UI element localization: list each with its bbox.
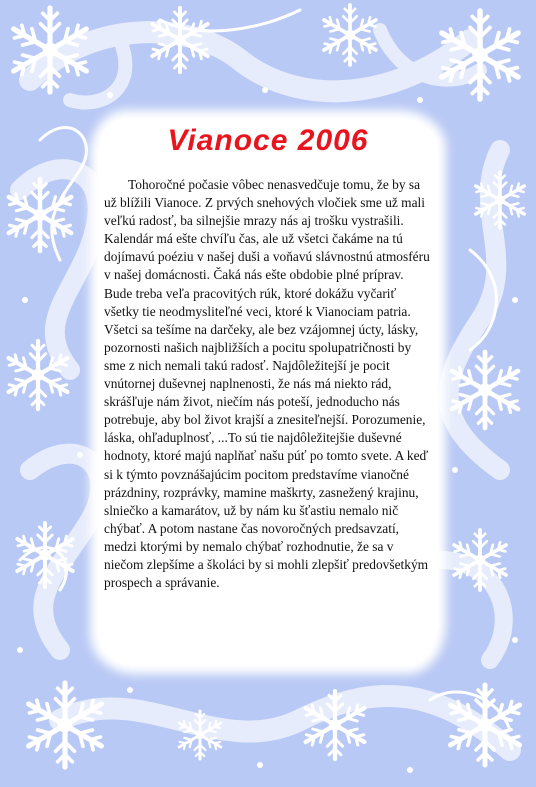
body-text: Tohoročné počasie vôbec nenasvedčuje tomu, že by sa už blížili Vianoce. Z prvých snehových vločiek sme už mali veľkú radosť, ba silnejšie mrazy nás aj trošku vystrašili. Kalendár má ešte chvíľu čas, ale už všetci čakáme na tú dojímavú poéziu v našej duši a voňavú slávnostnú atmosféru v našej domácnosti. Čaká nás ešte obdobie plné príprav. Bude treba veľa pracovitých rúk, ktoré dokážu vyčariť všetky tie neodmysliteľné veci, ktoré k Vianociam patria. Všetci sa tešíme na darčeky, ale bez vzájomnej úcty, lásky, pozornosti našich najbližších a pocitu spolupatričnosti by sme z nich nemali takú radosť. Najdôležitejší je pocit vnútornej duševnej naplnenosti, že nás má niekto rád, skrášľuje nám život, niečím nás poteší, jednoducho nás potrebuje, aby bol život krajší a znesiteľnejší. Porozumenie, láska, ohľaduplnosť, ...To sú tie najdôležitejšie duševné hodnoty, ktoré majú naplňať našu púť po tomto svete. A keď si k týmto povznášajúcim pocitom predstavíme vianočné prázdniny, rozprávky, mamine maškrty, zasnežený krajinu, slniečko a kamarátov, už by nám ku šťastiu nemalo nič chýbať. A potom nastane čas novoročných predsavzatí, medzi ktorými by nemalo chýbať rozhodnutie, že sa v niečom zlepšíme a školáci by si mohli zlepšiť predovšetkým prospech a správanie.: [104, 177, 430, 591]
snowflake-icon: [28, 683, 101, 767]
page-title: Vianoce 2006: [167, 124, 369, 157]
snowflake-icon: [324, 5, 376, 65]
body-paragraph: [104, 176, 434, 592]
